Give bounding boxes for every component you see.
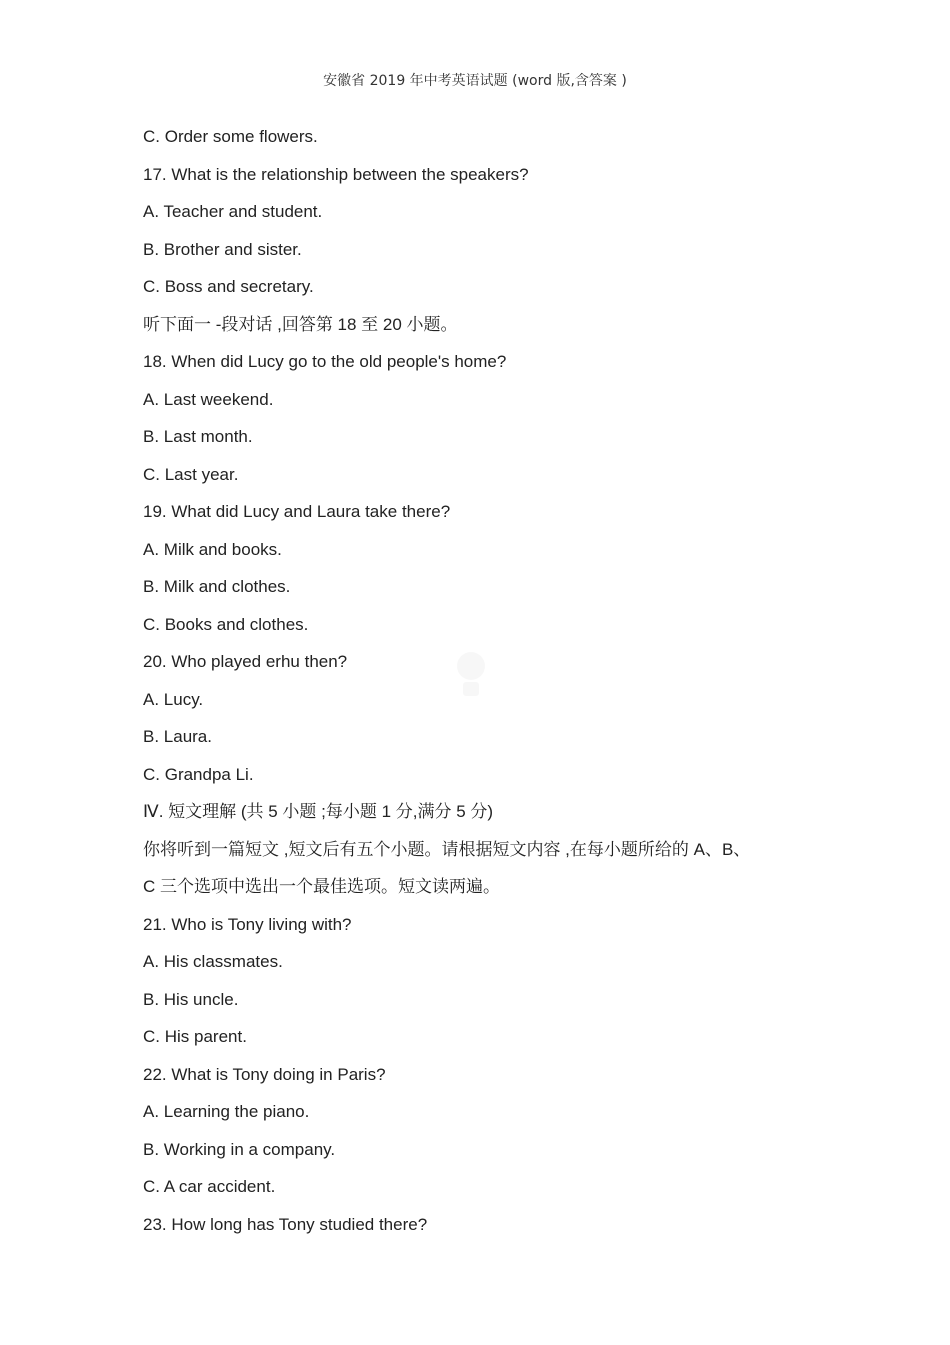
option-line: B. Laura. (143, 727, 212, 746)
question-line: 22. What is Tony doing in Paris? (143, 1064, 386, 1084)
option-line: A. Last weekend. (143, 389, 274, 409)
option-line: B. Milk and clothes. (143, 577, 291, 596)
option-line: A. Learning the piano. (143, 1102, 310, 1121)
instruction-line: C 三个选项中选出一个最佳选项。短文读两遍。 (143, 877, 500, 896)
section-heading: Ⅳ. 短文理解 (共 5 小题 ;每小题 1 分,满分 5 分) (143, 802, 494, 821)
option-line: B. Brother and sister. (143, 239, 302, 259)
option-line: C. Boss and secretary. (143, 277, 314, 296)
question-line: 19. What did Lucy and Laura take there? (143, 502, 451, 521)
document-body (143, 125, 863, 1250)
option-line: B. Working in a company. (143, 1139, 336, 1159)
question-line: 18. When did Lucy go to the old people's home? (143, 352, 507, 371)
watermark-icon (452, 648, 490, 700)
instruction-line: 听下面一 -段对话 ,回答第 18 至 20 小题。 (143, 314, 458, 334)
question-line: 17. What is the relationship between the speakers? (143, 164, 529, 184)
instruction-line: 你将听到一篇短文 ,短文后有五个小题。请根据短文内容 ,在每小题所给的 A、B、 (143, 839, 751, 859)
option-line: B. His uncle. (143, 989, 239, 1009)
option-line: C. Last year. (143, 464, 239, 484)
option-line: C. His parent. (143, 1027, 247, 1046)
question-line: 23. How long has Tony studied there? (143, 1214, 428, 1234)
option-line: B. Last month. (143, 427, 253, 446)
page-header: 安徽省 2019 年中考英语试题 (word 版,含答案 ) (323, 73, 627, 89)
question-line: 20. Who played erhu then? (143, 652, 348, 671)
option-line: A. Milk and books. (143, 539, 282, 559)
question-line: 21. Who is Tony living with? (143, 914, 352, 934)
option-line: C. Books and clothes. (143, 614, 309, 634)
option-line: C. A car accident. (143, 1177, 276, 1196)
option-line: A. Lucy. (143, 689, 204, 709)
option-line: A. His classmates. (143, 952, 283, 971)
option-line: C. Order some flowers. (143, 127, 318, 146)
option-line: A. Teacher and student. (143, 202, 323, 221)
option-line: C. Grandpa Li. (143, 764, 254, 784)
